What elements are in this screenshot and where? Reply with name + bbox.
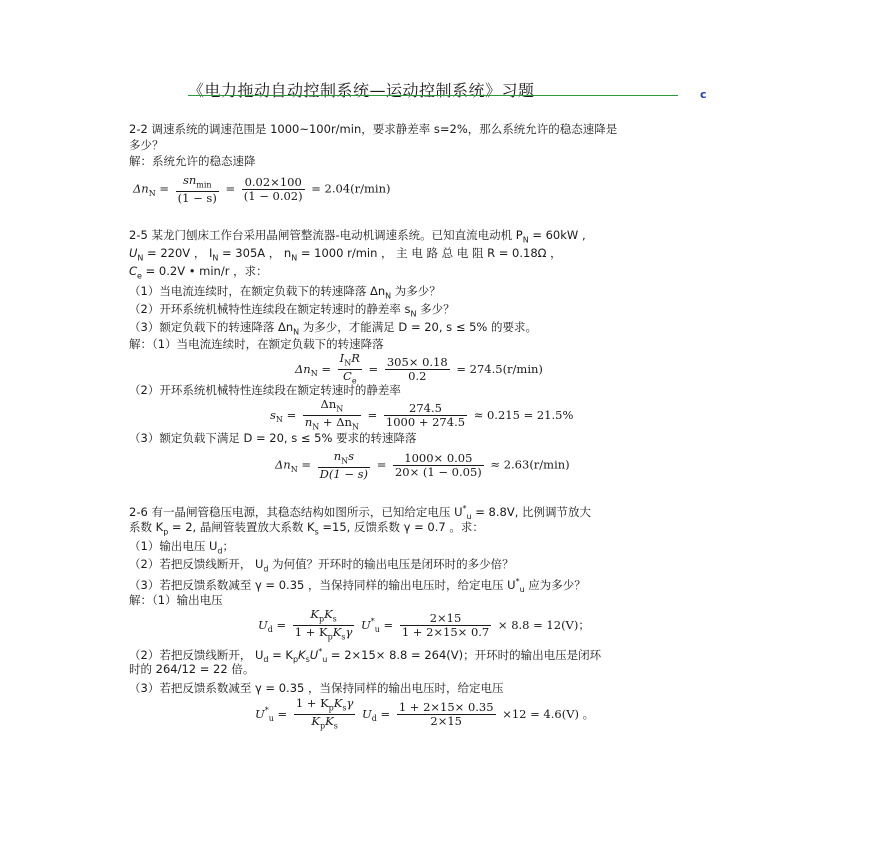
problem-2-5-answer-2-intro: （2）开环系统机械特性连续段在额定转速时的静差率 [129,383,401,397]
title-underline [188,95,678,96]
document-title: 《电力拖动自动控制系统—运动控制系统》习题 [188,81,535,100]
equation-2-2: $\Delta n_N$ = $\frac{sn_{min}}{(1 - s)}$ = $\frac{0.02\times 100}{(1 - 0.02)}$ = 2.04(r/min) [133,173,391,206]
problem-2-5-line-1: 2-5 某龙门刨床工作台采用晶闸管整流器-电动机调速系统。已知直流电动机 $P_N = 60kW$ , [129,228,586,245]
corner-mark: c [700,88,707,101]
problem-2-5-question-3: （3）额定负载下的转速降落 $\Delta n_N$ 为多少，才能满足 D = 20, s ≤ 5% 的要求。 [129,320,538,337]
problem-2-6-line-1: 2-6 有一晶闸管稳压电源，其稳态结构如图所示，已知给定电压 $U^*_u = 8.8V$, 比例调节放大 [129,504,592,522]
problem-2-5-line-2: $U_N = 220V$ ， $I_N = 305A$ ， $n_N = 1000$ r/min ， 主 电 路 总 电 阻 R = 0.18Ω ， [129,246,562,263]
problem-2-2-answer-intro: 解：系统允许的稳态速降 [129,154,256,168]
problem-2-6-line-2: 系数 $K_p = 2$, 晶闸管装置放大系数 $K_s =15$, 反馈系数 γ = 0.7 。求： [129,520,484,537]
problem-2-5-line-3: $C_e = 0.2V$ • min/r ，求： [129,264,268,281]
problem-2-5-question-2: （2）开环系统机械特性连续段在额定转速时的静差率 $s_N$ 多少？ [129,302,455,319]
equation-2-5-2: $s_N$ = $\frac{\Delta n_N}{n_N + \Delta n_N}$ = $\frac{274.5}{1000 + 274.5}$ ≈ 0.215 = 21.5% [270,397,574,432]
problem-2-6-question-3: （3）若把反馈系数减至 γ = 0.35 ，当保持同样的输出电压时，给定电压 $U^*_u$ 应为多少？ [129,577,586,595]
problem-2-2-line-2: 多少？ [129,138,164,152]
problem-2-5-question-1: （1）当电流连续时，在额定负载下的转速降落 $\Delta n_N$ 为多少？ [129,284,441,301]
problem-2-6-answer-2-line-2: 时的 264/12 = 22 倍。 [129,662,255,676]
problem-2-6-question-1: （1）输出电压 $U_d$； [129,539,234,556]
equation-2-5-1: $\Delta n_N$ = $\frac{I_NR}{C_e}$ = $\frac{305\times 0.18}{0.2}$ = 274.5(r/min) [295,351,543,386]
problem-2-2-line-1: 2-2 调速系统的调速范围是 1000~100r/min，要求静差率 s=2%，那么系统允许的稳态速降是 [129,122,618,136]
problem-2-6-answer-2: （2）若把反馈线断开， $U_d = K_pK_sU^*_u = 2\times 15\times 8.8 = 264(V)$；开环时的输出电压是闭环 [129,647,602,665]
problem-2-5-answer-1-intro: 解：（1）当电流连续时，在额定负载下的转速降落 [129,337,384,351]
problem-2-5-answer-3-intro: （3）额定负载下满足 D = 20, s ≤ 5% 要求的转速降落 [129,431,417,445]
problem-2-6-question-2: （2）若把反馈线断开， $U_d$ 为何值？开环时的输出电压是闭环时的多少倍？ [129,557,514,574]
problem-2-6-answer-1-intro: 解：（1）输出电压 [129,593,223,607]
equation-2-6-1: $U_d$ = $\frac{K_pK_s}{1 + K_pK_s\gamma}$ $U^*_u$ = $\frac{2\times 15}{1 + 2\times 15\times 0.7}$ × 8.8 = 12(V)； [258,607,590,642]
equation-2-5-3: $\Delta n_N$ = $\frac{n_Ns}{D(1 - s)}$ = $\frac{1000\times 0.05}{20\times (1 - 0.05)}$ ≈ 2.63(r/min) [275,449,570,482]
problem-2-6-answer-3-intro: （3）若把反馈系数减至 γ = 0.35 ，当保持同样的输出电压时，给定电压 [129,681,504,695]
equation-2-6-3: $U^*_u$ = $\frac{1 + K_pK_s\gamma}{K_pK_s}$ $U_d$ = $\frac{1 + 2\times 15\times 0.35}{2\times 15}$ ×12 = 4.6(V) 。 [255,696,595,731]
